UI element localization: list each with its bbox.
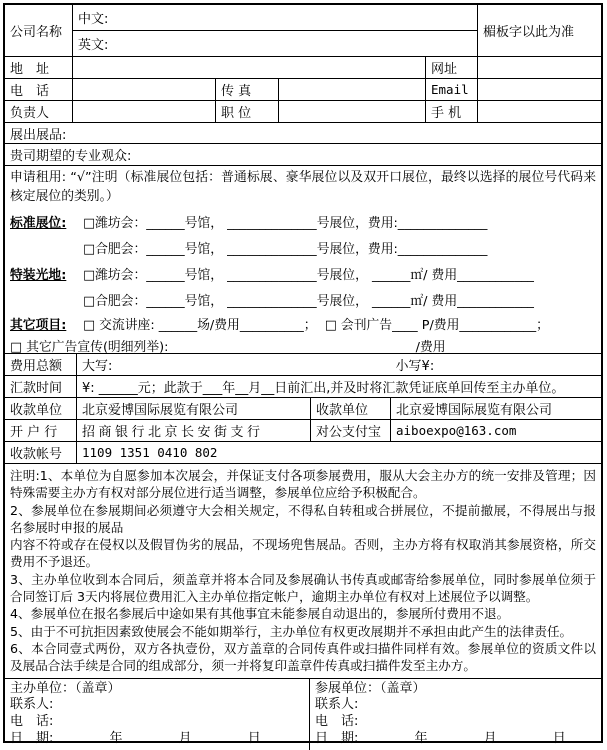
mobile-input[interactable] [478,101,601,122]
remittance-row [5,376,601,398]
bank-row [5,420,601,442]
total-fee-label: 费用总额 [5,354,77,375]
bank-label: 开 户 行 [5,420,77,441]
standard-booth-row-hefei [10,234,596,260]
apply-rental-note: 申请租用: “√”注明（标准展位包括：普通标展、豪华展位以及双开口展位，最终以选择的展位号代码来核定展位的类别。） [10,170,596,204]
host-date-input[interactable]: 日 期: 年 月 日 [10,731,261,747]
exhibitor-contact-input[interactable]: 联系人: [315,697,359,713]
position-label: 职 位 [216,101,279,122]
note-paragraph-4: 3、主办单位收到本合同后，须盖章并将本合同及参展确认书传真或邮寄给参展单位，同时参展单位须于合同签订后 3天内将展位费用汇入主办单位指定帐户，逾期主办单位有权对上述展位予以调整。 [10,571,596,605]
total-fee-lowercase-input[interactable]: 小写¥: [395,359,435,374]
raw-space-row-hefei [10,286,596,312]
alipay-label: 对公支付宝 [311,420,391,441]
other-items-row [10,312,596,334]
exhibitor-signature-block [310,679,601,750]
other-items-lecture-checkbox-line[interactable]: □ 交流讲座: ______场/费用__________； □ 会刊广告____ P/费用____________； [83,317,549,333]
company-name-en-label: 英文: [78,37,109,53]
booking-section [5,166,601,354]
standard-booth-weifang-checkbox-line[interactable]: □潍坊会：______号馆， ______________号展位，费用:______________ [83,215,488,231]
notes-section [5,464,601,679]
exhibition-contract-form [3,3,603,747]
manager-label: 负责人 [5,101,73,122]
remittance-label: 汇款时间 [5,376,77,397]
address-input[interactable] [73,57,426,78]
raw-space-weifang-checkbox-line[interactable]: □潍坊会：______号馆， ______________号展位， ______㎡/ 费用____________ [83,267,534,283]
visitors-input[interactable]: 贵司期望的专业观众: [10,149,132,164]
address-label: 地 址 [5,57,73,78]
payee-value-1: 北京爱博国际展览有限公司 [77,398,311,419]
note-paragraph-6: 5、由于不可抗拒因素致使展会不能如期举行，主办单位有权更改展期并不承担由此产生的法律责任。 [10,623,573,639]
exhibitor-phone-input[interactable]: 电 话: [315,714,359,730]
exhibits-input[interactable]: 展出展品: [10,127,67,143]
company-name-row [5,5,601,57]
fascia-board-note: 楣板字以此为准 [483,25,575,40]
exhibits-row [5,123,601,144]
signature-section [5,679,601,750]
payee-label-1: 收款单位 [5,398,77,419]
visitors-row [5,144,601,166]
payee-row [5,398,601,420]
note-paragraph-3: 内容不符或存在侵权以及假冒伪劣的展品，不现场兜售展品。否则，主办方将有权取消其参展资格，所交费用不予退还。 [10,537,596,570]
total-fee-row [5,354,601,376]
company-name-cn-input[interactable] [73,5,477,31]
note-paragraph-7: 6、本合同壹式两份，双方各执壹份，双方盖章的合同传真件或扫描件同样有效。参展单位的资质文件以及展品合法手续是合同的组成部分，须一并将复印盖章件传真或扫描件发至主办方。 [10,640,596,674]
payee-value-2: 北京爱博国际展览有限公司 [396,403,553,418]
phone-label: 电 话 [5,79,73,100]
host-signature-block [5,679,310,750]
exhibitor-title: 参展单位：（盖章） [315,680,426,696]
remittance-input[interactable]: ¥: ______元；此款于___年__月__日前汇出,并及时将汇款凭证底单回传至主办单位。 [82,381,565,396]
total-fee-cell [77,354,601,375]
raw-space-hefei-checkbox-line[interactable]: □合肥会：______号馆， ______________号展位， ______㎡/ 费用____________ [83,293,534,309]
payee-label-2: 收款单位 [311,398,391,419]
phone-row [5,79,601,101]
notes-cell [5,464,601,678]
email-input[interactable] [478,79,601,100]
total-fee-uppercase-input[interactable]: 大写: [82,359,113,374]
phone-input[interactable] [73,79,216,100]
account-row [5,442,601,464]
manager-row [5,101,601,123]
host-phone-input[interactable]: 电 话: [10,714,54,730]
raw-space-label: 特装光地: [10,267,67,283]
email-label: Email [426,79,478,100]
website-input[interactable] [478,57,601,78]
manager-input[interactable] [73,101,216,122]
website-label: 网址 [426,57,478,78]
raw-space-row-weifang [10,260,596,286]
fax-input[interactable] [279,79,426,100]
note-paragraph-2: 2、参展单位在参展期间必须遵守大会相关规定，不得私自转租或合拼展位，不提前撤展，不得展出与报名参展时申报的展品 [10,502,596,535]
account-value: 1109 1351 0410 802 [82,445,218,460]
company-name-en-input[interactable] [73,31,477,56]
fax-label: 传 真 [216,79,279,100]
mobile-label: 手 机 [426,101,478,122]
exhibitor-date-input[interactable]: 日 期: 年 月 日 [315,731,566,747]
account-label: 收款帐号 [5,442,77,463]
standard-booth-row-weifang [10,208,596,234]
host-contact-input[interactable]: 联系人: [10,697,54,713]
host-title: 主办单位：（盖章） [10,680,121,696]
company-name-cell [73,5,478,56]
standard-booth-label: 标准展位: [10,215,67,231]
other-items-label: 其它项目: [10,317,67,333]
company-name-label: 公司名称 [5,5,73,56]
note-paragraph-1: 注明:1、本单位为自愿参加本次展会，并保证支付各项参展费用，服从大会主办方的统一安排及管理；因特殊需要主办方有权对部分展位进行适当调整，参展单位应给予积极配合。 [10,468,596,501]
standard-booth-hefei-checkbox-line[interactable]: □合肥会：______号馆， ______________号展位，费用:______________ [83,241,488,257]
alipay-value: aiboexpo@163.com [396,423,517,438]
address-row [5,57,601,79]
booking-cell [5,166,601,353]
company-name-cn-label: 中文: [78,11,109,27]
bank-value: 招商银行北京长安街支行 [77,420,311,441]
other-items-ads-checkbox-line[interactable]: □ 其它广告宣传(明细列举): ______________________________________/费用______________ [10,339,536,355]
position-input[interactable] [279,101,426,122]
note-paragraph-5: 4、参展单位在报名参展后中途如果有其他事宜未能参展自动退出的，参展所付费用不退。 [10,606,510,622]
